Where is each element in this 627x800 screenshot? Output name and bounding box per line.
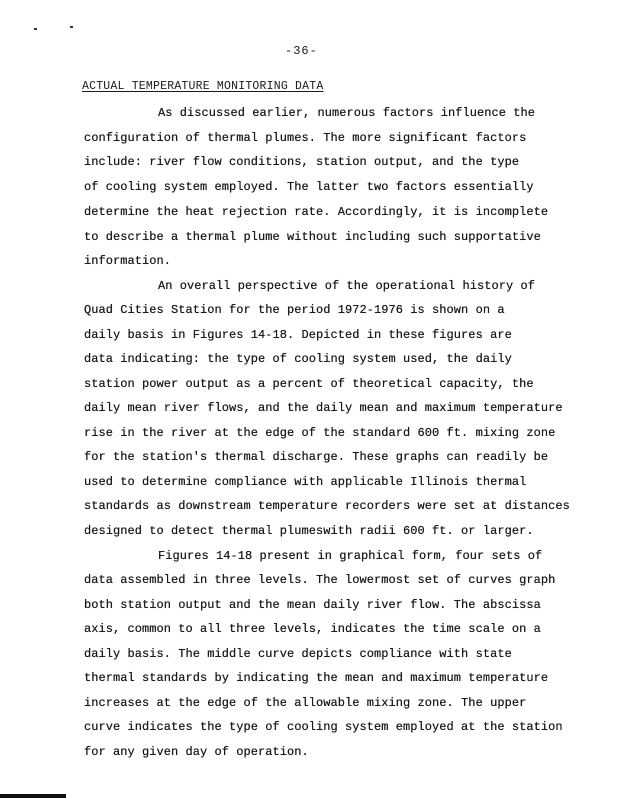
paragraph-2-line-7: rise in the river at the edge of the standard 600 ft. mixing zone xyxy=(84,426,556,440)
paragraph-3-line-7: increases at the edge of the allowable mixing zone. The upper xyxy=(84,696,527,710)
paragraph-3-line-8: curve indicates the type of cooling system employed at the station xyxy=(84,720,563,734)
paragraph-3-line-6: thermal standards by indicating the mean and maximum temperature xyxy=(84,671,549,685)
paragraph-1-line-2: configuration of thermal plumes. The more significant factors xyxy=(84,131,527,145)
paragraph-3-line-5: daily basis. The middle curve depicts compliance with state xyxy=(84,647,512,661)
paragraph-1-line-5: determine the heat rejection rate. Accordingly, it is incomplete xyxy=(84,205,549,219)
paragraph-2-line-5: station power output as a percent of theoretical capacity, the xyxy=(84,377,534,391)
paragraph-1-line-4: of cooling system employed. The latter two factors essentially xyxy=(84,180,534,194)
paragraph-3-line-4: axis, common to all three levels, indicates the time scale on a xyxy=(84,622,541,636)
page-number: -36- xyxy=(285,44,318,58)
paragraph-2-line-11: designed to detect thermal plumeswith radii 600 ft. or larger. xyxy=(84,524,534,538)
paragraph-3-line-2: data assembled in three levels. The lowermost set of curves graph xyxy=(84,573,556,587)
paragraph-2-line-10: standards as downstream temperature recorders were set at distances xyxy=(84,499,570,513)
paragraph-1-line-6: to describe a thermal plume without including such supportative xyxy=(84,230,541,244)
paragraph-3-line-9: for any given day of operation. xyxy=(84,745,309,759)
paragraph-2-line-6: daily mean river flows, and the daily mean and maximum temperature xyxy=(84,401,563,415)
paragraph-3-line-3: both station output and the mean daily river flow. The abscissa xyxy=(84,598,541,612)
section-heading: ACTUAL TEMPERATURE MONITORING DATA xyxy=(82,80,324,93)
paragraph-2-line-1: An overall perspective of the operational history of xyxy=(158,279,536,293)
paragraph-2-line-4: data indicating: the type of cooling system used, the daily xyxy=(84,352,512,366)
paragraph-1-line-3: include: river flow conditions, station output, and the type xyxy=(84,155,520,169)
paragraph-1-line-7: information. xyxy=(84,254,172,268)
paragraph-2-line-2: Quad Cities Station for the period 1972-1976 is shown on a xyxy=(84,303,505,317)
paragraph-2-line-3: daily basis in Figures 14-18. Depicted in these figures are xyxy=(84,328,512,342)
paragraph-3-line-1: Figures 14-18 present in graphical form, four sets of xyxy=(158,549,543,563)
paragraph-2-line-8: for the station's thermal discharge. These graphs can readily be xyxy=(84,450,549,464)
scan-speck xyxy=(34,28,37,30)
paragraph-2-line-9: used to determine compliance with applicable Illinois thermal xyxy=(84,475,527,489)
paragraph-1-line-1: As discussed earlier, numerous factors influence the xyxy=(158,106,536,120)
scan-speck xyxy=(70,26,73,28)
scan-edge-mark xyxy=(0,794,66,798)
